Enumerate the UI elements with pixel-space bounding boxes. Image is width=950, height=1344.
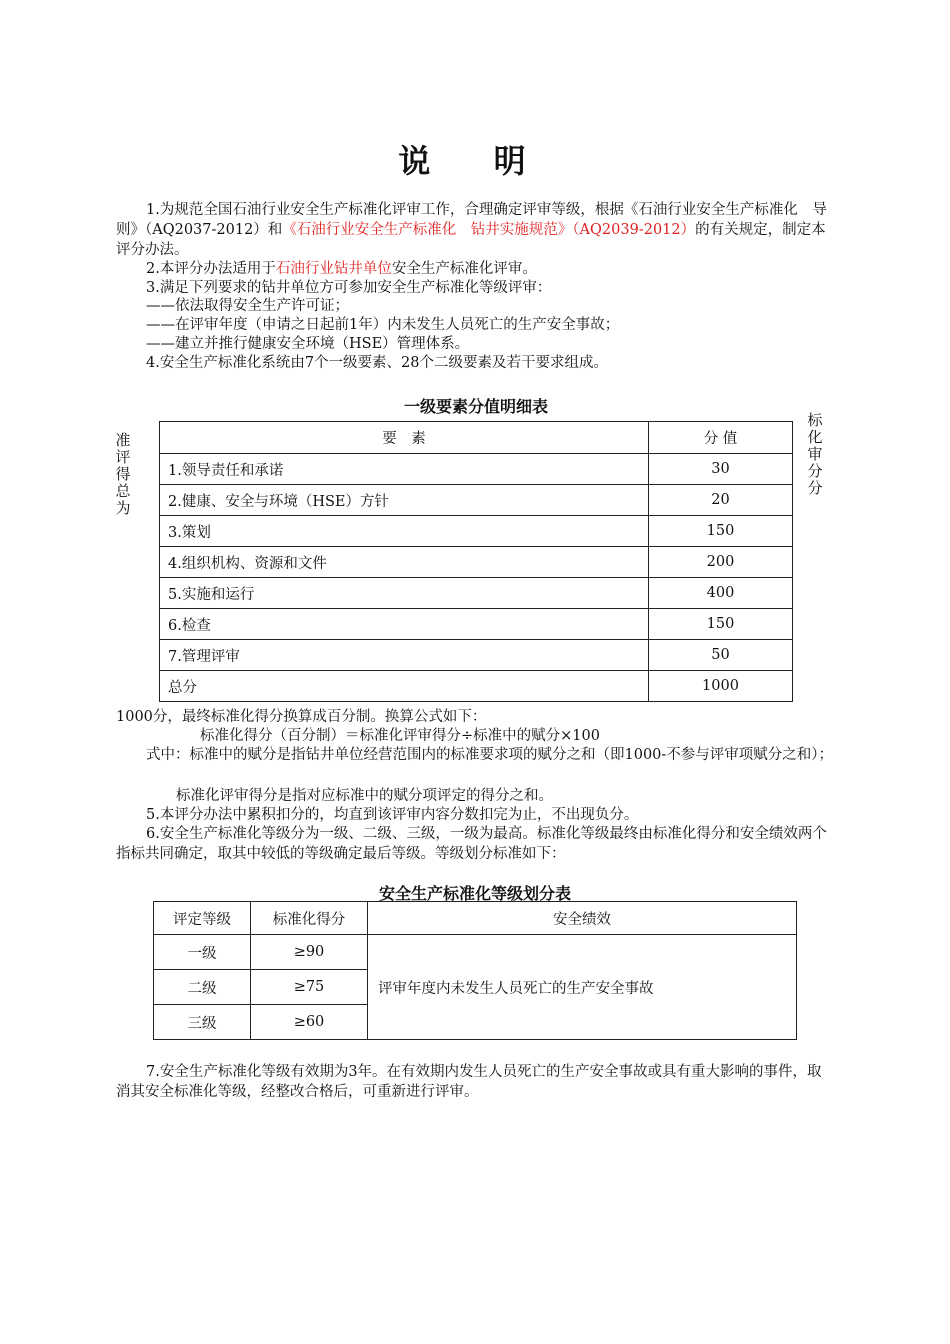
paragraph-7: 7.安全生产标准化等级有效期为3年。在有效期内发生人员死亡的生产安全事故或具有重大影响的事件，取消其安全标准化等级，经整改合格后，可重新进行评审。 (116, 1064, 822, 1100)
table2-caption: 安全生产标准化等级划分表 (378, 884, 571, 903)
paragraph-2 (116, 259, 836, 279)
table1-header-row (160, 422, 793, 454)
grade-name: 二级 (154, 970, 251, 1005)
table2-header-grade: 评定等级 (154, 902, 251, 935)
element-score: 50 (649, 640, 793, 671)
table-row (160, 516, 793, 547)
safety-performance: 评审年度内未发生人员死亡的生产安全事故 (368, 935, 797, 1040)
element-name: 5.实施和运行 (160, 578, 649, 609)
element-score: 30 (649, 454, 793, 485)
element-name: 1.领导责任和承诺 (160, 454, 649, 485)
table1-caption: 一级要素分值明细表 (403, 397, 548, 416)
table2-header-performance: 安全绩效 (368, 902, 797, 935)
table2-header-score: 标准化得分 (251, 902, 368, 935)
paragraph-1-standard: 《石油行业安全生产标准化 钻井实施规范》（AQ2039-2012） (282, 222, 696, 238)
paragraph-1-tail: 的有关规定，制定本评分办法。 (116, 222, 826, 258)
table-row-total (160, 671, 793, 702)
paragraph-2-text: 2.本评分办法适用于 (146, 261, 276, 277)
element-name: 3.策划 (160, 516, 649, 547)
side-note-right: 标化审分分 (807, 411, 823, 497)
formula-note-2: 标准化评审得分是指对应标准中的赋分项评定的得分之和。 (176, 788, 553, 804)
element-name: 4.组织机构、资源和文件 (160, 547, 649, 578)
table-row (160, 485, 793, 516)
page-title: 说 明 (398, 142, 552, 180)
grade-score: ≥60 (251, 1005, 368, 1040)
paragraph-2-scope: 石油行业钻井单位 (275, 261, 392, 277)
paragraph-1-text: 1.为规范全国石油行业安全生产标准化评审工作，合理确定评审等级，根据《石油行业安全生产标准化 导则》（AQ2037-2012）和 (116, 202, 827, 238)
element-score-table (159, 421, 793, 702)
side-note-left: 准评得总为 (115, 431, 131, 517)
element-score: 150 (649, 609, 793, 640)
element-name: 6.检查 (160, 609, 649, 640)
bullet-2: ——在评审年度（申请之日起前1年）内未发生人员死亡的生产安全事故； (146, 317, 620, 333)
grade-score: ≥90 (251, 935, 368, 970)
table-row (160, 547, 793, 578)
element-score: 400 (649, 578, 793, 609)
paragraph-5: 5.本评分办法中累积扣分的，均直到该评审内容分数扣完为止，不出现负分。 (146, 807, 639, 823)
bullet-1: ——依法取得安全生产许可证； (146, 298, 349, 314)
total-score: 1000 (649, 671, 793, 702)
paragraph-3: 3.满足下列要求的钻井单位方可参加安全生产标准化等级评审： (146, 280, 552, 296)
grade-name: 三级 (154, 1005, 251, 1040)
table-row (154, 935, 797, 970)
paragraph-2-tail: 安全生产标准化评审。 (391, 261, 537, 277)
table2-header-row (154, 902, 797, 935)
total-label: 总分 (160, 671, 649, 702)
paragraph-1 (116, 200, 836, 260)
grade-name: 一级 (154, 935, 251, 970)
formula-note: 式中：标准中的赋分是指钻井单位经营范围内的标准要求项的赋分之和（即1000-不参与评审项赋分之和）； (146, 747, 834, 763)
grade-table (153, 901, 797, 1040)
element-name: 7.管理评审 (160, 640, 649, 671)
table-row (160, 454, 793, 485)
element-score: 200 (649, 547, 793, 578)
paragraph-4: 4.安全生产标准化系统由7个一级要素、28个二级要素及若干要求组成。 (146, 355, 609, 371)
grade-score: ≥75 (251, 970, 368, 1005)
table1-header-score: 分 值 (649, 422, 793, 454)
table-row (160, 609, 793, 640)
element-score: 20 (649, 485, 793, 516)
element-score: 150 (649, 516, 793, 547)
formula: 标准化得分（百分制）＝标准化评审得分÷标准中的赋分×100 (200, 728, 600, 744)
bullet-3: ——建立并推行健康安全环境（HSE）管理体系。 (146, 336, 470, 352)
table-row (160, 640, 793, 671)
table-row (160, 578, 793, 609)
paragraph-6: 6.安全生产标准化等级分为一级、二级、三级，一级为最高。标准化等级最终由标准化得分和安全绩效两个指标共同确定，取其中较低的等级确定最后等级。等级划分标准如下： (116, 826, 827, 862)
table1-header-element: 要 素 (160, 422, 649, 454)
after-table-text: 1000分，最终标准化得分换算成百分制。换算公式如下： (116, 709, 487, 725)
element-name: 2.健康、安全与环境（HSE）方针 (160, 485, 649, 516)
